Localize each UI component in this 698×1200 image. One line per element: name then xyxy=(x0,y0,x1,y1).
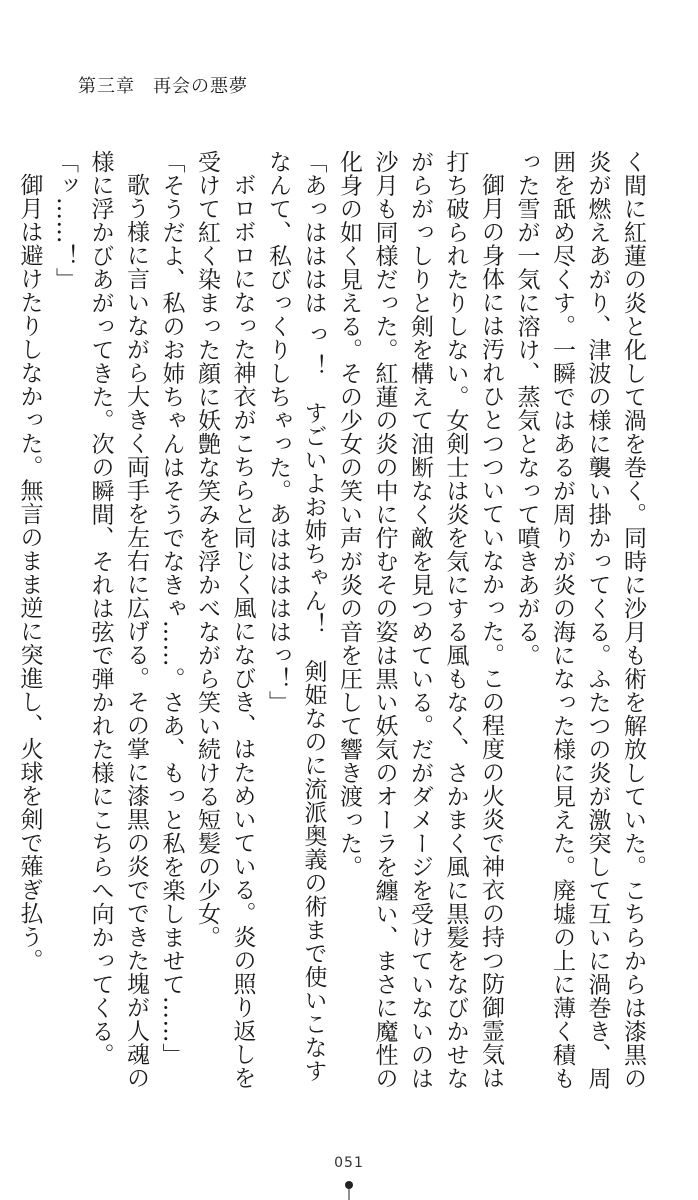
paragraph: く間に紅蓮の炎と化して渦を巻く。同時に沙月も術を解放していた。こちらからは漆黒の炎が燃えあがり、津波の様に襲い掛かってくる。ふたつの炎が激突して互いに渦巻き、周囲を舐め尽くす。一瞬ではあるが周りが炎の海になった様に見えた。廃墟の上に薄く積もった雪が一気に溶け、蒸気となって噴きあがる。 xyxy=(513,150,646,1090)
chapter-title: 再会の悪夢 xyxy=(153,76,248,97)
page-marker-icon xyxy=(344,1180,354,1200)
paragraph: 御月は避けたりしなかった。無言のまま逆に突進し、火球を剣で薙ぎ払う。 xyxy=(16,173,43,972)
page-number: 051 xyxy=(334,1155,364,1171)
paragraph: 御月の身体には汚れひとつついていなかった。この程度の火炎で神衣の持つ防御霊気は打ち破られたりしない。女剣士は炎を気にする風もなく、さかまく風に黒髪をなびかせながらがっしりと剣を構えて油断なく敵を見つめている。だがダメージを受けていないのは沙月も同様だった。紅蓮の炎の中に佇むその姿は黒い妖気のオーラを纏い、まさに魔性の化身の如く見える。その少女の笑い声が炎の音を圧して響き渡った。 xyxy=(336,150,504,1090)
chapter-number: 第三章 xyxy=(78,76,135,97)
dialogue-line: 「ッ……！」 xyxy=(52,150,78,291)
dialogue-line: 「そうだよ、私のお姉ちゃんはそうでなきゃ……。さあ、もっと私を楽しませて……」 xyxy=(158,150,185,1067)
novel-body-text xyxy=(16,150,650,1100)
dialogue-line: 「あっはははは っ ！ すごいよお姉ちゃん！ 剣姫なのに流派奥義の術まで使いこなすなんて、私びっくりしちゃった。あはははははっ！」 xyxy=(265,150,327,1083)
chapter-header xyxy=(78,72,248,98)
paragraph: ボロボロになった神衣がこちらと同じく風になびき、はためいている。炎の照り返しを受けて紅く染まった顔に妖艶な笑みを浮かべながら笑い続ける短髪の少女。 xyxy=(194,150,256,1090)
paragraph: 歌う様に言いながら大きく両手を左右に広げる。その掌に漆黒の炎でできた塊が人魂の様に浮かびあがってきた。次の瞬間、それは弦で弾かれた様にこちらへ向かってくる。 xyxy=(87,150,149,1090)
